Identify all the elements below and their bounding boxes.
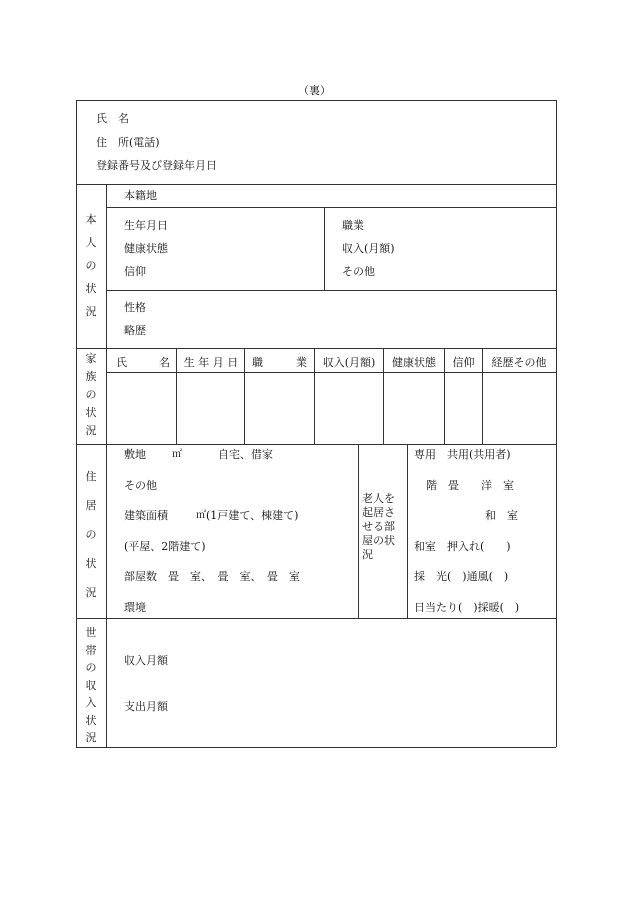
personal-label-char: 本 [85, 213, 97, 226]
birth-label: 生年月日 [124, 219, 168, 232]
expense-monthly-label: 支出月額 [124, 700, 168, 713]
floor-area-label: 建築面積 [124, 509, 168, 522]
elder-room-line: 況 [362, 548, 373, 561]
other-label: その他 [342, 265, 375, 278]
western-room-label: 階 畳 洋 室 [426, 479, 514, 492]
exclusive-shared-label: 専用 共用(共用者) [414, 448, 511, 461]
family-col-occupation-2: 業 [296, 356, 307, 369]
building-type-label: (1戸建て、棟建て) [206, 509, 299, 522]
personal-section-label [84, 208, 98, 323]
closet-label: 和室 押入れ( ) [414, 540, 511, 553]
sun-heat-label: 日当たり( )採暖( ) [414, 601, 520, 614]
family-col-history: 経歴その他 [491, 356, 547, 369]
name-label: 氏 名 [96, 112, 129, 125]
family-label-char: 家 [85, 352, 97, 365]
elder-room-line: 屋の状 [362, 534, 395, 547]
family-col-birth: 生 年 月 日 [183, 356, 239, 369]
address-label: 住 所(電話) [96, 136, 160, 149]
occupation-label: 職業 [342, 219, 364, 232]
housing-label-char: 状 [85, 557, 97, 570]
family-col-occupation-1: 職 [252, 356, 263, 369]
housing-other-label: その他 [124, 479, 157, 492]
housing-label-char: 況 [85, 586, 97, 599]
floor-area-unit: ㎡ [196, 510, 206, 521]
personal-label-char: 況 [85, 305, 97, 318]
household-section-label [84, 624, 98, 747]
family-label-char: 状 [85, 406, 97, 419]
household-label-char: 帯 [85, 643, 97, 657]
housing-label-char: 住 [85, 470, 97, 483]
registration-label: 登録番号及び登録年月日 [96, 159, 217, 172]
health-label: 健康状態 [124, 242, 168, 255]
page-title: （裏） [298, 84, 331, 97]
personal-label-char: の [85, 259, 97, 272]
elder-room-line: 老人を [362, 492, 395, 505]
rooms-label: 部屋数 畳 室、 畳 室、 畳 室 [124, 570, 300, 583]
housing-label-char: 居 [85, 499, 97, 512]
site-label: 敷地 [124, 448, 146, 461]
site-unit: ㎡ [172, 449, 182, 460]
light-vent-label: 採 光( )通風( ) [414, 570, 509, 583]
income-monthly-label: 収入月額 [124, 654, 168, 667]
personal-label-char: 人 [85, 236, 97, 249]
environment-label: 環境 [124, 601, 146, 614]
stories-label: (平屋、2階建て) [124, 540, 206, 553]
family-col-faith: 信仰 [452, 356, 475, 369]
family-col-health: 健康状態 [392, 356, 436, 369]
own-rent-label: 自宅、借家 [218, 448, 273, 461]
housing-label-char: の [85, 528, 97, 541]
income-label: 収入(月額) [342, 242, 395, 255]
family-section-label [84, 350, 98, 440]
elder-room-line: 起居さ [362, 506, 395, 519]
family-col-income: 収入(月額) [322, 356, 376, 369]
household-label-char: の [85, 661, 97, 674]
household-label-char: 収 [85, 678, 97, 692]
domicile-label: 本籍地 [124, 189, 157, 202]
household-label-char: 況 [85, 731, 97, 744]
personal-label-char: 状 [85, 282, 97, 295]
household-label-char: 入 [85, 696, 97, 709]
housing-section-label [84, 462, 98, 607]
faith-label: 信仰 [124, 265, 146, 278]
family-label-char: 族 [85, 370, 97, 383]
elder-room-label [362, 492, 406, 562]
family-col-name-1: 氏 [116, 356, 127, 369]
household-label-char: 状 [85, 713, 97, 727]
household-label-char: 世 [85, 626, 97, 639]
elder-room-line: せる部 [362, 520, 395, 533]
family-label-char: 況 [85, 424, 97, 437]
history-label: 略歴 [124, 324, 146, 337]
japanese-room-label: 和 室 [485, 509, 518, 522]
family-label-char: の [85, 388, 97, 401]
family-col-name-2: 名 [159, 356, 170, 369]
personality-label: 性格 [124, 301, 146, 314]
